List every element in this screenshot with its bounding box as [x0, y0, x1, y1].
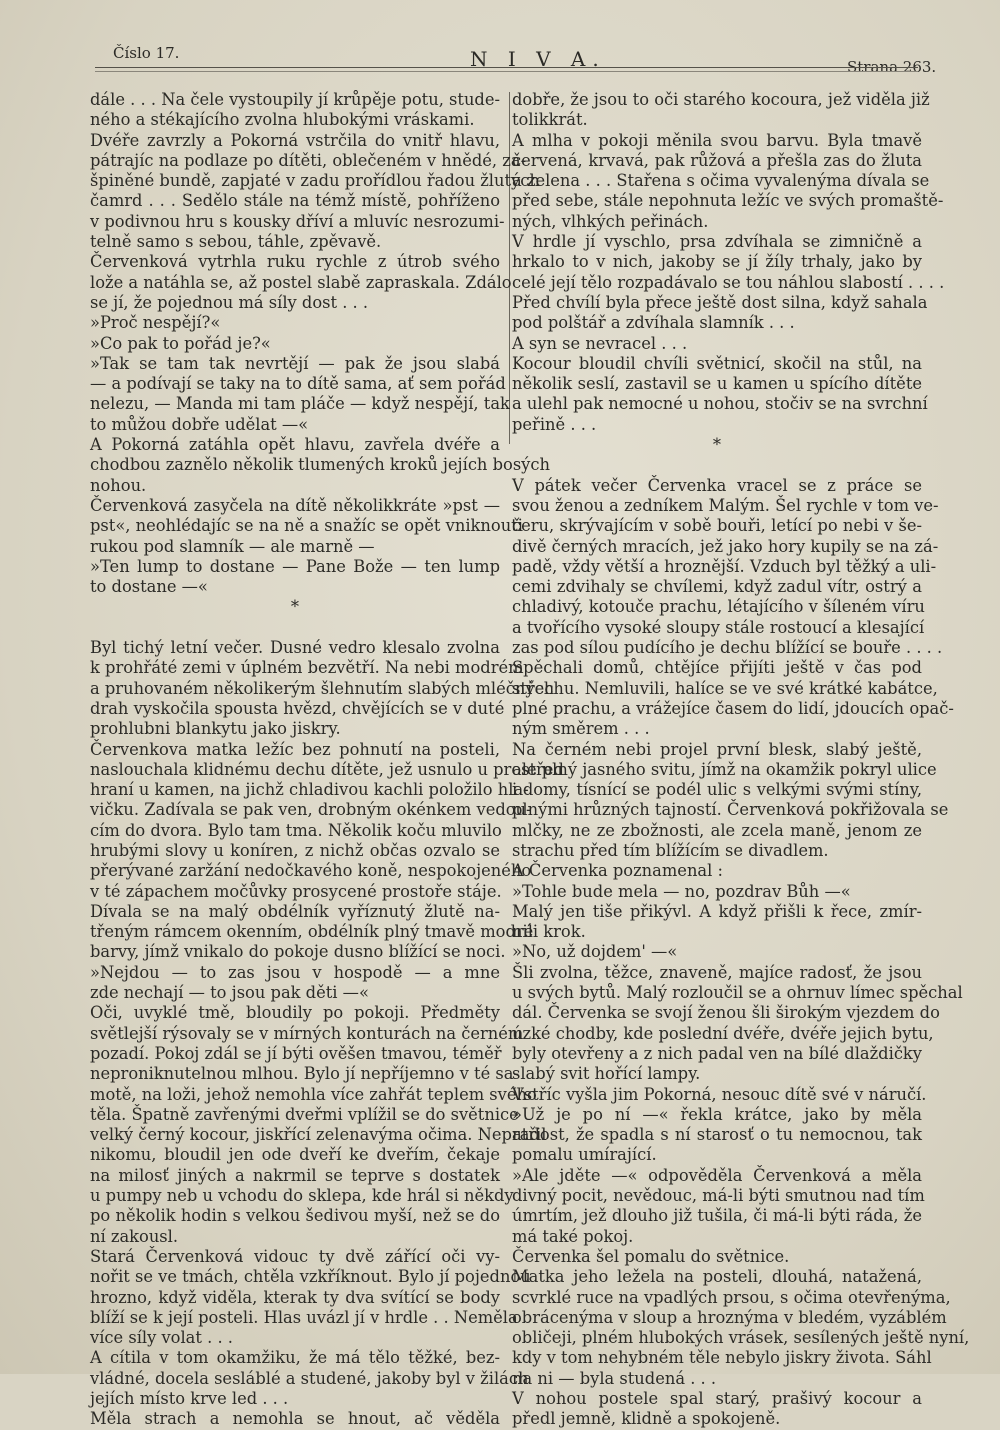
- left-text-line: třeným rámcem okenním, obdélník plný tmavě modré: [90, 922, 534, 942]
- right-column: [512, 90, 970, 1430]
- left-text-line: a pruhovaném několikerým šlehnutím slabých mléčných: [90, 678, 555, 698]
- left-text-line: nelezu, — Manda mi tam pláče — když nespějí, tak: [90, 394, 510, 414]
- right-text-line: V hrdle jí vyschlo, prsa zdvíhala se zimničně a: [512, 232, 922, 252]
- left-text-line: špiněné bundě, zapjaté v zadu prořídlou řadou žlutých: [90, 171, 540, 191]
- left-text-line: více síly volat . . .: [90, 1328, 233, 1348]
- left-text-line: vládné, docela sesláblé a studené, jakoby byl v žilách: [90, 1368, 529, 1388]
- left-text-line: hrubými slovy u koníren, z nichž občas ozvalo se: [90, 840, 500, 860]
- left-text-line: hraní u kamen, na jichž chladivou kachli položilo hla-: [90, 780, 529, 800]
- right-text-line: plnými hrůzných tajností. Červenková pokřižovala se: [512, 800, 949, 820]
- left-text-line: nohou.: [90, 475, 147, 495]
- right-text-line: dál. Červenka se svojí ženou šli širokým vjezdem do: [512, 1003, 940, 1023]
- left-text-line: nořit se ve tmách, chtěla vzkříknout. Bylo jí pojednou: [90, 1267, 531, 1287]
- periodical-title: N I V A.: [470, 47, 606, 71]
- left-text-line: chodbou zaznělo několik tlumených kroků jejích bosých: [90, 455, 550, 475]
- left-text-line: v té zápachem močůvky prosycené prostoře stáje.: [90, 881, 502, 901]
- right-text-line: předl jemně, klidně a spokojeně.: [512, 1409, 781, 1429]
- right-text-line: Malý jen tiše přikývl. A když přišli k řece, zmír-: [512, 901, 922, 921]
- right-text-line: Šli zvolna, těžce, znaveně, majíce radosť, že jsou: [512, 962, 922, 982]
- right-text-line: Spěchali domů, chtějíce přijíti ještě v čas pod: [512, 658, 922, 678]
- left-text-line: pátrajíc na podlaze po dítěti, oblečeném v hnědé, za-: [90, 150, 527, 170]
- right-text-line: chladivý, kotouče prachu, létajícího v šíleném víru: [512, 597, 925, 617]
- left-text-line: jejích místo krve led . . .: [90, 1389, 289, 1408]
- left-text-line: zde nechají — to jsou pak děti —«: [90, 983, 369, 1003]
- right-text-line: divě černých mracích, jež jako hory kupily se na zá-: [512, 536, 939, 556]
- left-text-line: Červenkova matka ležíc bez pohnutí na posteli,: [90, 739, 500, 759]
- left-text-line: to dostane —«: [90, 577, 208, 597]
- right-text-line: tolikkrát.: [512, 110, 588, 130]
- right-text-line: padě, vždy větší a hroznější. Vzduch byl těžký a uli-: [512, 556, 937, 576]
- left-text-line: »Tak se tam tak nevrtějí — pak že jsou slabá: [90, 353, 500, 373]
- left-text-line: »Co pak to pořád je?«: [90, 333, 271, 353]
- left-text-line: naslouchala klidnému dechu dítěte, jež usnulo u prostřed: [90, 759, 564, 779]
- right-text-line: střechu. Nemluvili, halíce se ve své krátké kabátce,: [512, 678, 938, 698]
- left-text-line: nikomu, bloudil jen ode dveří ke dveřím, čekaje: [90, 1145, 500, 1165]
- left-text-line: ní zakousl.: [90, 1226, 179, 1246]
- left-text-line: hrozno, když viděla, kterak ty dva svítící se body: [90, 1287, 500, 1307]
- left-text-line: »Nejdou — to zas jsou v hospodě — a mne: [90, 962, 500, 982]
- right-text-line: má také pokoj.: [512, 1226, 634, 1246]
- left-text-line: ného a stékajícího zvolna hlubokými vráskami.: [90, 110, 475, 130]
- left-text-line: rukou pod slamník — ale marně —: [90, 536, 375, 556]
- right-text-line: několik seslí, zastavil se u kamen u spícího dítěte: [512, 374, 922, 394]
- right-text-line: čeru, skrývajícím v sobě bouři, letící po nebi v še-: [512, 516, 922, 536]
- left-text-line: pozadí. Pokoj zdál se jí býti ověšen tmavou, téměř: [90, 1043, 502, 1063]
- right-text-line: a ulehl pak nemocné u nohou, stočiv se na svrchní: [512, 394, 928, 414]
- right-text-line: pomalu umírající.: [512, 1145, 657, 1165]
- right-text-line: červená, krvavá, pak růžová a přešla zas do žluta: [512, 150, 922, 170]
- right-text-line: i domy, tísnící se podél ulic s velkými svými stíny,: [512, 780, 922, 800]
- right-text-line: u svých bytů. Malý rozloučil se a ohrnuv límec spěchal: [512, 983, 963, 1003]
- section-separator: *: [712, 435, 722, 455]
- left-text-line: A cítila v tom okamžiku, že má tělo těžké, bez-: [90, 1348, 500, 1368]
- left-text-line: Dívala se na malý obdélník vyříznutý žlutě na-: [90, 901, 500, 921]
- left-text-line: lože a natáhla se, až postel slabě zapraskala. Zdálo: [90, 272, 512, 292]
- left-text-line: »Ten lump to dostane — Pane Bože — ten lump: [90, 556, 500, 576]
- left-text-line: Dvéře zavrzly a Pokorná vstrčila do vnitř hlavu,: [90, 130, 500, 150]
- left-text-line: Měla strach a nemohla se hnout, ač věděla: [90, 1409, 500, 1429]
- right-text-line: nili krok.: [512, 922, 586, 942]
- right-text-line: scvrklé ruce na vpadlých prsou, s očima otevřenýma,: [512, 1287, 951, 1307]
- right-text-line: Před chvílí byla přece ještě dost silna, když sahala: [512, 292, 928, 312]
- left-text-line: blíží se k její posteli. Hlas uvázl jí v hrdle . . Neměla: [90, 1307, 518, 1327]
- right-text-line: Na černém nebi projel první blesk, slabý ještě,: [512, 739, 922, 759]
- right-text-line: cemi zdvihaly se chvílemi, když zadul vítr, ostrý a: [512, 577, 922, 597]
- right-text-line: V pátek večer Červenka vracel se z práce se: [512, 475, 922, 495]
- left-text-line: Oči, uvyklé tmě, bloudily po pokoji. Předměty: [90, 1003, 500, 1023]
- right-text-line: plné prachu, a vrážejíce časem do lidí, jdoucích opač-: [512, 698, 954, 718]
- left-text-line: Červenková zasyčela na dítě několikkráte »pst —: [90, 495, 500, 515]
- right-text-line: před sebe, stále nepohnuta ležíc ve svých promaště-: [512, 191, 944, 211]
- left-text-line: na milosť jiných a nakrmil se teprve s dostatek: [90, 1165, 500, 1185]
- issue-number: Číslo 17.: [113, 44, 180, 62]
- left-text-line: Byl tichý letní večer. Dusné vedro klesalo zvolna: [90, 638, 500, 658]
- left-text-line: u pumpy neb u vchodu do sklepa, kde hrál si někdy: [90, 1186, 514, 1206]
- right-text-line: A syn se nevracel . . .: [512, 333, 688, 353]
- right-text-line: »Tohle bude mela — no, pozdrav Bůh —«: [512, 881, 851, 901]
- right-text-line: Kocour bloudil chvíli světnicí, skočil na stůl, na: [512, 353, 922, 373]
- left-text-line: neproniknutelnou mlhou. Bylo jí nepříjemno v té sa-: [90, 1064, 519, 1084]
- right-text-line: Červenka šel pomalu do světnice.: [512, 1246, 790, 1266]
- right-text-line: A Červenka poznamenal :: [512, 861, 724, 881]
- right-text-line: ným směrem . . .: [512, 719, 650, 739]
- right-text-line: mlčky, ne ze zbožnosti, ale zcela maně, jenom ze: [512, 820, 922, 840]
- right-text-line: strachu před tím blížícím se divadlem.: [512, 840, 829, 860]
- right-text-line: obličeji, plném hlubokých vrásek, sesílených ještě nyní,: [512, 1328, 970, 1348]
- right-text-line: úzké chodby, kde poslední dvéře, dvéře jejich bytu,: [512, 1023, 934, 1043]
- right-text-line: obrácenýma v sloup a hroznýma v bledém, vyzáblém: [512, 1307, 947, 1327]
- left-text-line: prohlubni blankytu jako jiskry.: [90, 719, 341, 739]
- right-text-line: úmrtím, jež dlouho již tušila, či má-li býti ráda, že: [512, 1206, 922, 1226]
- right-text-line: V nohou postele spal starý, prašivý kocour a: [512, 1389, 922, 1408]
- left-text-line: pst«, neohlédajíc se na ně a snažíc se opět vniknouti: [90, 516, 523, 536]
- right-text-line: celé její tělo rozpadávalo se tou náhlou slabostí . . . .: [512, 272, 945, 292]
- left-text-line: světlejší rýsovaly se v mírných konturách na černém: [90, 1023, 524, 1043]
- right-text-line: svou ženou a zedníkem Malým. Šel rychle v tom ve-: [512, 495, 939, 515]
- right-text-line: kdy v tom nehybném těle nebylo jiskry života. Sáhl: [512, 1348, 932, 1368]
- right-text-line: a tvořícího vysoké sloupy stále rostoucí a klesající: [512, 617, 925, 637]
- right-text-line: A mlha v pokoji měnila svou barvu. Byla tmavě: [512, 130, 922, 150]
- right-text-line: ale plný jasného svitu, jímž na okamžik pokryl ulice: [512, 759, 937, 779]
- right-text-line: hrkalo to v nich, jakoby se jí žíly trhaly, jako by: [512, 252, 922, 272]
- right-text-line: pod polštář a zdvíhala slamník . . .: [512, 313, 795, 333]
- left-text-line: motě, na loži, jehož nemohla více zahřát teplem svého: [90, 1084, 537, 1104]
- right-text-line: divný pocit, nevědouc, má-li býti smutnou nad tím: [512, 1186, 925, 1206]
- page-number: Strana 263.: [847, 58, 937, 76]
- right-text-line: zas pod sílou pudícího je dechu blížící se bouře . . . .: [512, 638, 943, 658]
- blank-line: [90, 618, 500, 638]
- left-text-line: A Pokorná zatáhla opět hlavu, zavřela dvéře a: [90, 435, 500, 455]
- right-text-line: Vstříc vyšla jim Pokorná, nesouc dítě své v náručí.: [512, 1084, 927, 1104]
- left-text-line: to můžou dobře udělat —«: [90, 414, 309, 434]
- right-text-line: »Už je po ní —« řekla krátce, jako by měla: [512, 1104, 922, 1124]
- right-text-line: ných, vlhkých peřinách.: [512, 211, 709, 231]
- left-text-line: čamrd . . . Sedělo stále na témž místě, pohříženo: [90, 191, 500, 211]
- left-text-line: velký černý kocour, jiskřící zelenavýma očima. Nepatřil: [90, 1125, 547, 1145]
- left-text-line: dále . . . Na čele vystoupily jí krůpěje potu, stude-: [90, 90, 500, 109]
- left-text-line: v podivnou hru s kousky dříví a mluvíc nesrozumi-: [90, 211, 505, 231]
- left-text-line: Červenková vytrhla ruku rychle z útrob svého: [90, 252, 500, 272]
- left-text-line: telně samo s sebou, táhle, zpěvavě.: [90, 232, 382, 252]
- right-text-line: radost, že spadla s ní starosť o tu nemocnou, tak: [512, 1125, 922, 1145]
- left-text-line: — a podívají se taky na to dítě sama, ať sem pořád: [90, 374, 506, 394]
- right-text-line: dobře, že jsou to oči starého kocoura, jež viděla již: [512, 90, 930, 109]
- left-text-line: přerývané zaržání nedočkavého koně, nespokojeného: [90, 861, 532, 881]
- left-text-line: po několik hodin s velkou šedivou myší, než se do: [90, 1206, 500, 1226]
- left-text-line: Stará Červenková vidouc ty dvě zářící oči vy-: [90, 1246, 500, 1266]
- right-text-line: »Ale jděte —« odpověděla Červenková a měla: [512, 1165, 922, 1185]
- right-text-line: byly otevřeny a z nich padal ven na bílé dlaždičky: [512, 1043, 922, 1063]
- left-text-line: k prohřáté zemi v úplném bezvětří. Na nebi modrém: [90, 658, 524, 678]
- header-rule: [95, 67, 918, 68]
- left-text-line: se jí, že pojednou má síly dost . . .: [90, 292, 369, 312]
- column-divider: [509, 92, 510, 444]
- header-rule-thin: [95, 71, 918, 72]
- right-text-line: Matka jeho ležela na posteli, dlouhá, natažená,: [512, 1267, 922, 1287]
- left-text-line: »Proč nespějí?«: [90, 313, 221, 333]
- right-text-line: a zelena . . . Stařena s očima vyvalenýma dívala se: [512, 171, 930, 191]
- right-text-line: na ni — byla studená . . .: [512, 1368, 717, 1388]
- blank-line: [512, 455, 922, 475]
- left-text-line: vičku. Zadívala se pak ven, drobným okénkem vedou-: [90, 800, 532, 820]
- left-text-line: těla. Špatně zavřenými dveřmi vplížil se do světnice: [90, 1104, 519, 1124]
- left-text-line: cím do dvora. Bylo tam tma. Několik koču mluvilo: [90, 820, 502, 840]
- left-text-line: drah vyskočila spousta hvězd, chvějících se v duté: [90, 698, 505, 718]
- right-text-line: peřině . . .: [512, 414, 597, 434]
- right-text-line: »No, už dojdem' —«: [512, 942, 678, 962]
- left-text-line: barvy, jímž vnikalo do pokoje dusno blížící se noci.: [90, 942, 506, 962]
- right-text-line: slabý svit hořící lampy.: [512, 1064, 701, 1084]
- section-separator: *: [290, 597, 300, 617]
